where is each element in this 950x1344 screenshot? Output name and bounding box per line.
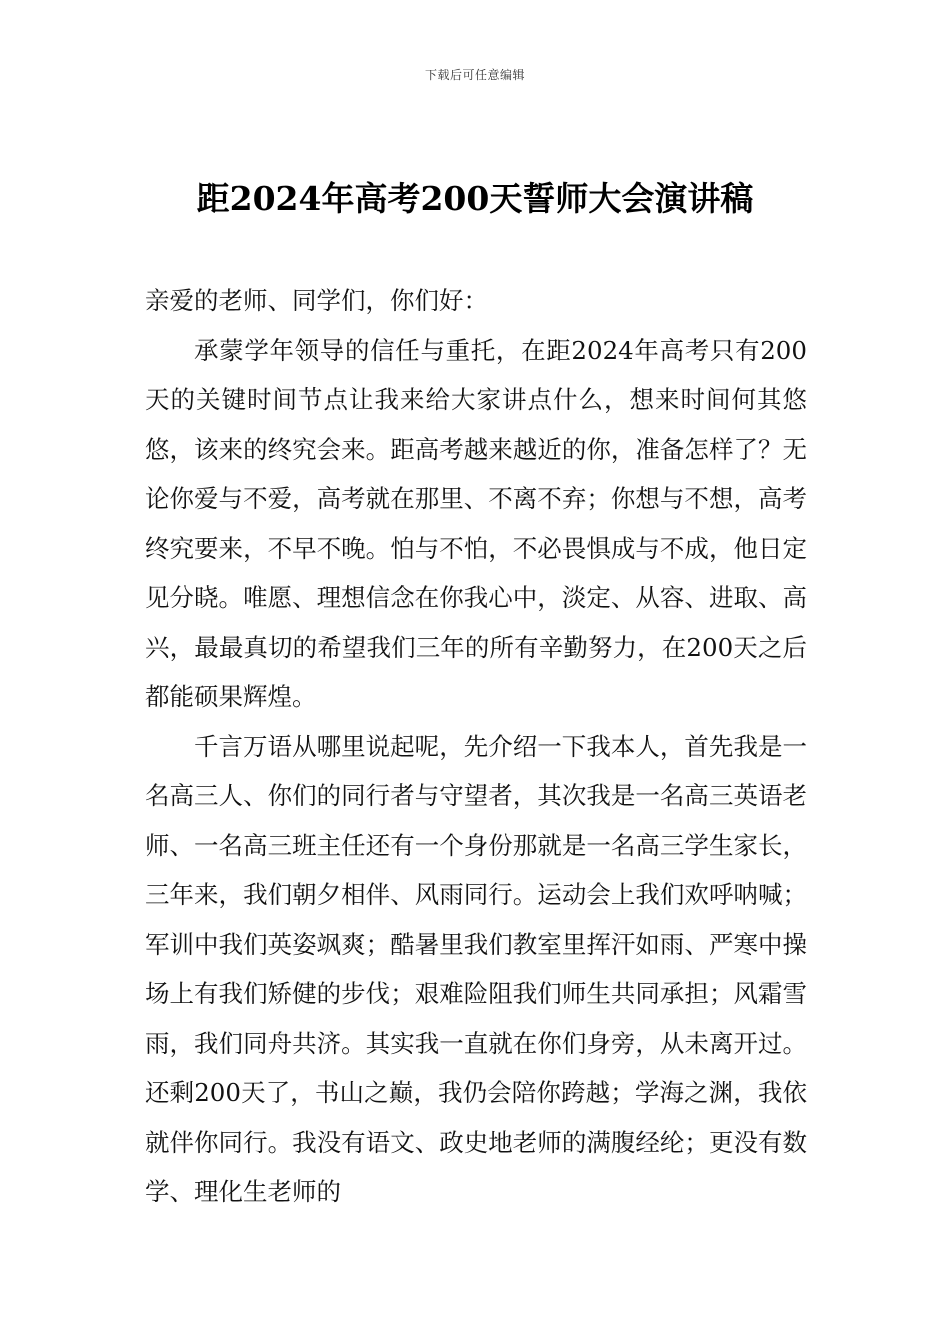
salutation: 亲爱的老师、同学们，你们好： <box>145 286 488 315</box>
document-title: 距2024年高考200天誓师大会演讲稿 <box>196 179 754 218</box>
paragraph: 千言万语从哪里说起呢，先介绍一下我本人，首先我是一名高三人、你们的同行者与守望者，其次我是一名高三英语老师、一名高三班主任还有一个身份那就是一名高三学生家长，三年来，我们朝夕相伴、风雨同行。运动会上我们欢呼呐喊；军训中我们英姿飒爽；酷暑里我们教室里挥汗如雨、严寒中操场上有我们矫健的步伐；艰难险阻我们师生共同承担；风霜雪雨，我们同舟共济。其实我一直就在你们身旁，从未离开过。还剩200天了，书山之巅，我仍会陪你跨越；学海之渊，我依就伴你同行。我没有语文、政史地老师的满腹经纶；更没有数学、理化生老师的 <box>145 731 807 1206</box>
header-note: 下载后可任意编辑 <box>424 68 525 82</box>
document-body <box>145 276 807 1217</box>
paragraph: 承蒙学年领导的信任与重托，在距2024年高考只有200天的关键时间节点让我来给大家讲点什么，想来时间何其悠悠，该来的终究会来。距高考越来越近的你，准备怎样了？无论你爱与不爱，高考就在那里、不离不弃；你想与不想，高考终究要来，不早不晚。怕与不怕，不必畏惧成与不成，他日定见分晓。唯愿、理想信念在你我心中，淡定、从容、进取、高兴，最最真切的希望我们三年的所有辛勤努力，在200天之后都能硕果辉煌。 <box>145 335 807 711</box>
